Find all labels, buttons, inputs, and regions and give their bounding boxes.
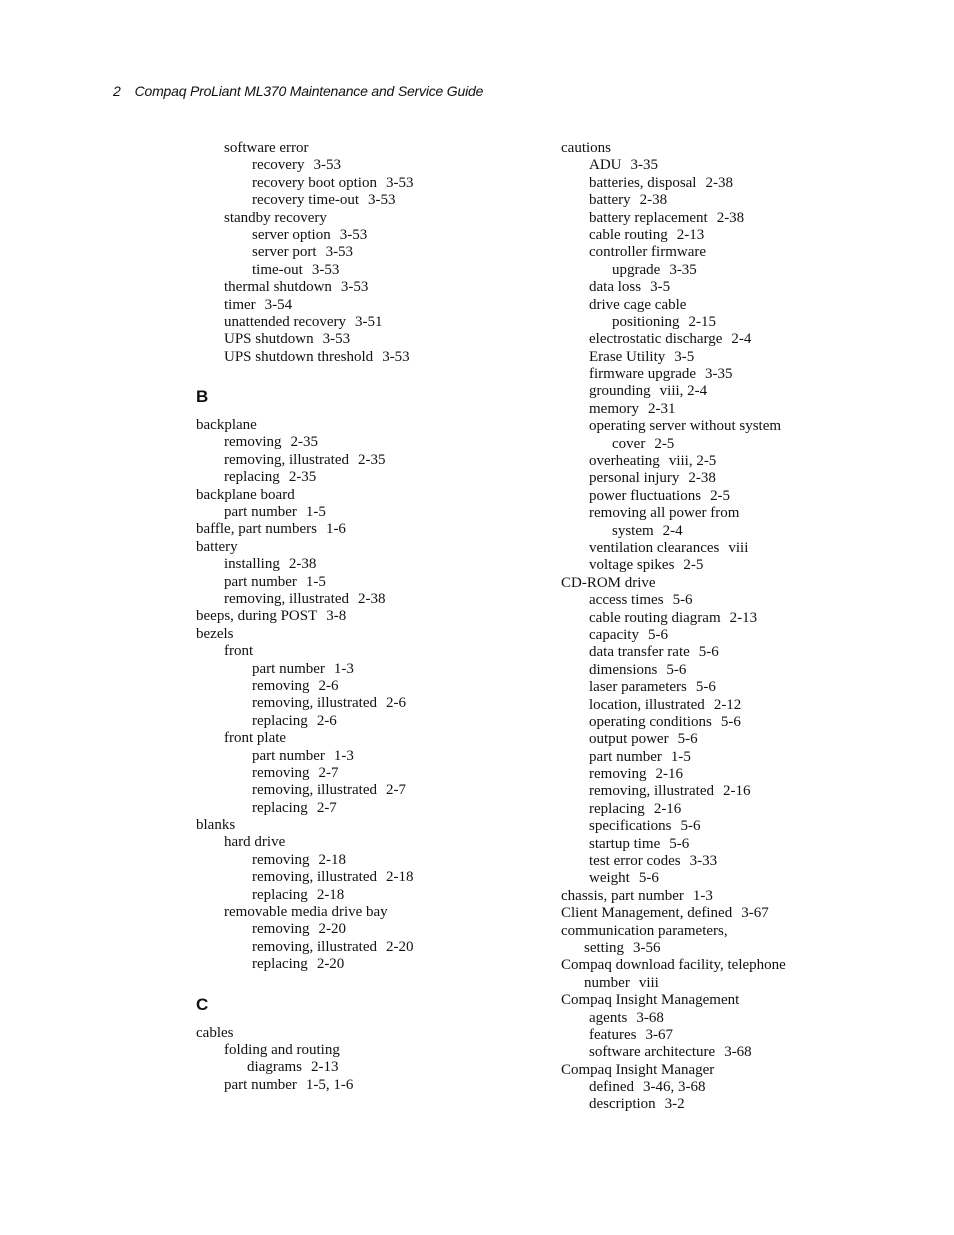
index-term: replacing xyxy=(252,712,308,729)
page-reference: 1-5, 1-6 xyxy=(305,1076,354,1093)
index-entry xyxy=(196,521,546,538)
index-term: CD-ROM drive xyxy=(561,574,656,591)
index-entry xyxy=(196,730,546,747)
index-term: weight xyxy=(589,870,630,887)
index-entry xyxy=(196,939,546,956)
index-entry xyxy=(561,279,931,296)
index-entry xyxy=(561,662,931,679)
index-entry xyxy=(561,644,931,661)
page-reference: 2-12 xyxy=(713,696,742,713)
index-term: battery xyxy=(589,192,631,209)
index-column-right xyxy=(561,140,931,1114)
index-entry xyxy=(561,244,931,261)
index-entry xyxy=(196,210,546,227)
page-reference: 1-5 xyxy=(305,504,326,521)
index-entry xyxy=(196,331,546,348)
page-reference: 5-6 xyxy=(638,870,659,887)
index-term: Erase Utility xyxy=(589,348,666,365)
index-entry xyxy=(196,539,546,556)
index-term: electrostatic discharge xyxy=(589,331,723,348)
page-reference: 2-4 xyxy=(731,331,752,348)
index-term: startup time xyxy=(589,835,661,852)
index-entry xyxy=(196,887,546,904)
index-entry xyxy=(561,297,931,314)
index-term: part number xyxy=(589,748,662,765)
index-entry xyxy=(561,975,931,992)
index-term: part number xyxy=(224,573,297,590)
index-entry xyxy=(561,505,931,522)
page-reference: 2-38 xyxy=(357,590,386,607)
page-reference: 2-35 xyxy=(357,451,386,468)
index-entry xyxy=(196,643,546,660)
index-term: folding and routing xyxy=(224,1041,340,1058)
page-reference: 2-6 xyxy=(318,677,339,694)
page-reference: 3-67 xyxy=(741,905,769,922)
index-entry xyxy=(196,157,546,174)
page-reference: 1-6 xyxy=(325,521,346,538)
page-reference: 1-3 xyxy=(333,747,354,764)
index-entry xyxy=(561,366,931,383)
index-term: grounding xyxy=(589,383,651,400)
index-term: defined xyxy=(589,1079,634,1096)
page-reference: 2-16 xyxy=(655,766,683,783)
page-reference: 2-20 xyxy=(316,956,345,973)
page-reference: viii xyxy=(728,539,749,556)
index-term: server port xyxy=(252,244,317,261)
index-entry xyxy=(561,888,931,905)
index-entry xyxy=(196,1059,546,1076)
index-term: access times xyxy=(589,592,664,609)
index-term: cautions xyxy=(561,140,611,156)
index-term: removing all power from xyxy=(589,505,740,522)
index-term: software error xyxy=(224,140,309,156)
index-term: removing xyxy=(224,434,282,451)
page-reference: 2-35 xyxy=(288,469,317,486)
index-entry xyxy=(561,1062,931,1079)
index-entry xyxy=(561,1079,931,1096)
page-reference: 5-6 xyxy=(672,592,693,609)
index-entry xyxy=(561,923,931,940)
index-term: removing, illustrated xyxy=(224,590,349,607)
index-entry xyxy=(561,1010,931,1027)
index-entry xyxy=(561,453,931,470)
page-reference: 2-38 xyxy=(716,209,745,226)
index-column-left xyxy=(196,140,546,1094)
index-entry xyxy=(561,783,931,800)
index-entry xyxy=(561,157,931,174)
index-term: ADU xyxy=(589,157,622,174)
index-entry xyxy=(561,714,931,731)
page-reference: 5-6 xyxy=(680,818,701,835)
index-term: removing, illustrated xyxy=(589,783,714,800)
index-term: chassis, part number xyxy=(561,887,684,904)
index-entry xyxy=(561,314,931,331)
index-term: server option xyxy=(252,226,331,243)
index-entry xyxy=(196,1042,546,1059)
page-reference: viii, 2-4 xyxy=(659,383,708,400)
index-entry xyxy=(561,1027,931,1044)
index-entry xyxy=(196,921,546,938)
index-entry xyxy=(196,192,546,209)
index-term: voltage spikes xyxy=(589,557,675,574)
index-term: replacing xyxy=(589,800,645,817)
index-entry xyxy=(561,592,931,609)
index-term: controller firmware xyxy=(589,244,707,261)
index-entry xyxy=(196,869,546,886)
index-entry xyxy=(196,956,546,973)
index-entry xyxy=(561,957,931,974)
index-term: Compaq Insight Management xyxy=(561,992,740,1009)
page-reference: 2-38 xyxy=(288,556,317,573)
index-term: ventilation clearances xyxy=(589,539,720,556)
index-entry xyxy=(196,504,546,521)
index-term: part number xyxy=(252,747,325,764)
index-term: timer xyxy=(224,296,256,313)
index-term: Compaq Insight Manager xyxy=(561,1061,715,1078)
index-entry xyxy=(196,244,546,261)
index-entry xyxy=(561,540,931,557)
page-reference: 3-54 xyxy=(264,296,293,313)
index-entry xyxy=(196,678,546,695)
page-reference: 2-15 xyxy=(688,313,717,330)
index-term: UPS shutdown xyxy=(224,331,314,348)
index-term: replacing xyxy=(224,469,280,486)
index-entry xyxy=(561,488,931,505)
index-entry xyxy=(196,834,546,851)
index-entry xyxy=(561,905,931,922)
index-term: removable media drive bay xyxy=(224,904,388,921)
index-term: hard drive xyxy=(224,834,286,851)
index-term: time-out xyxy=(252,261,303,278)
page-reference: 3-56 xyxy=(633,939,661,956)
page-reference: 5-6 xyxy=(647,626,668,643)
index-entry xyxy=(196,469,546,486)
index-term: capacity xyxy=(589,626,639,643)
page-reference: 3-53 xyxy=(325,244,354,261)
index-term: installing xyxy=(224,556,280,573)
index-term: laser parameters xyxy=(589,679,687,696)
index-term: Client Management, defined xyxy=(561,905,733,922)
index-entry xyxy=(561,940,931,957)
index-term: features xyxy=(589,1026,637,1043)
page-reference: 2-7 xyxy=(318,764,339,781)
page-reference: 5-6 xyxy=(669,835,690,852)
index-term: blanks xyxy=(196,817,236,834)
index-term: removing, illustrated xyxy=(224,451,349,468)
index-term: removing xyxy=(252,921,310,938)
index-entry xyxy=(196,487,546,504)
page-reference: 3-53 xyxy=(382,348,410,365)
index-entry xyxy=(561,418,931,435)
index-term: UPS shutdown threshold xyxy=(224,348,374,365)
index-entry xyxy=(561,679,931,696)
index-entry xyxy=(196,817,546,834)
running-header xyxy=(113,83,483,99)
index-term: removing, illustrated xyxy=(252,869,377,886)
index-term: recovery time-out xyxy=(252,192,360,209)
index-entry xyxy=(196,279,546,296)
index-term: firmware upgrade xyxy=(589,366,697,383)
index-term: battery xyxy=(196,538,238,555)
index-term: operating conditions xyxy=(589,713,712,730)
index-entry xyxy=(561,731,931,748)
index-term: personal injury xyxy=(589,470,680,487)
page-reference: 2-20 xyxy=(318,921,346,938)
page-reference: 2-13 xyxy=(676,226,705,243)
page-reference: 2-13 xyxy=(729,609,758,626)
index-term: part number xyxy=(224,504,297,521)
index-term: batteries, disposal xyxy=(589,174,697,191)
page-reference: 3-35 xyxy=(630,157,658,174)
index-term: backplane board xyxy=(196,486,295,503)
index-entry xyxy=(561,992,931,1009)
index-entry xyxy=(561,1044,931,1061)
page-reference: 3-2 xyxy=(664,1096,685,1113)
index-entry xyxy=(196,556,546,573)
index-term: removing, illustrated xyxy=(252,938,377,955)
index-entry xyxy=(196,574,546,591)
index-entry xyxy=(561,801,931,818)
index-entry xyxy=(561,470,931,487)
index-entry xyxy=(561,557,931,574)
page-reference: 2-35 xyxy=(290,434,318,451)
index-entry xyxy=(196,661,546,678)
page-reference: 2-6 xyxy=(385,695,406,712)
index-entry xyxy=(196,297,546,314)
index-term: test error codes xyxy=(589,853,681,870)
index-term: number xyxy=(584,974,630,991)
index-term: cables xyxy=(196,1024,234,1041)
page-reference: 2-5 xyxy=(710,487,731,504)
index-term: drive cage cable xyxy=(589,296,687,313)
page-reference: 2-7 xyxy=(385,782,406,799)
index-entry xyxy=(561,870,931,887)
page-reference: 3-68 xyxy=(724,1044,752,1061)
index-term: part number xyxy=(252,660,325,677)
index-entry xyxy=(561,766,931,783)
index-entry xyxy=(196,417,546,434)
index-entry xyxy=(561,627,931,644)
index-entry xyxy=(561,575,931,592)
index-entry xyxy=(196,608,546,625)
index-term: data loss xyxy=(589,279,642,296)
page-reference: 3-53 xyxy=(385,174,414,191)
page-reference: 3-53 xyxy=(311,261,340,278)
index-term: removing xyxy=(252,677,310,694)
document-title: Compaq ProLiant ML370 Maintenance and Service Guide xyxy=(134,83,484,99)
index-entry xyxy=(561,523,931,540)
index-term: overheating xyxy=(589,453,660,470)
page-reference: 2-38 xyxy=(705,174,733,191)
index-entry xyxy=(196,1077,546,1094)
index-term: replacing xyxy=(252,886,308,903)
index-entry xyxy=(561,210,931,227)
index-entry xyxy=(196,782,546,799)
page-reference: 2-5 xyxy=(683,557,704,574)
index-term: backplane xyxy=(196,417,257,434)
index-entry xyxy=(561,383,931,400)
index-term: cover xyxy=(612,435,646,452)
index-term: part number xyxy=(224,1076,297,1093)
index-entry xyxy=(561,436,931,453)
index-entry xyxy=(196,713,546,730)
index-term: front xyxy=(224,643,254,660)
page-reference: 2-31 xyxy=(648,400,676,417)
page-reference: 2-16 xyxy=(722,783,751,800)
index-entry xyxy=(196,626,546,643)
index-entry xyxy=(196,314,546,331)
page-reference: 5-6 xyxy=(720,713,741,730)
index-term: removing xyxy=(589,766,647,783)
index-entry xyxy=(196,748,546,765)
index-term: recovery xyxy=(252,157,305,174)
index-term: cable routing xyxy=(589,226,668,243)
index-letter-heading: B xyxy=(196,387,209,407)
index-letter-heading: C xyxy=(196,994,209,1014)
page-reference: 2-18 xyxy=(316,886,345,903)
index-entry xyxy=(561,227,931,244)
index-entry xyxy=(196,852,546,869)
page-reference: 1-5 xyxy=(305,573,326,590)
page-reference: 1-5 xyxy=(670,748,691,765)
index-term: Compaq download facility, telephone xyxy=(561,957,786,974)
index-term: data transfer rate xyxy=(589,644,690,661)
page-number: 2 xyxy=(113,83,121,99)
index-entry xyxy=(196,140,546,157)
index-entry xyxy=(196,434,546,451)
index-term: baffle, part numbers xyxy=(196,521,317,538)
index-term: bezels xyxy=(196,625,234,642)
index-term: unattended recovery xyxy=(224,313,347,330)
page-reference: 3-35 xyxy=(705,366,733,383)
page-reference: 2-38 xyxy=(688,470,716,487)
page-reference: 2-18 xyxy=(318,851,346,868)
index-entry xyxy=(561,697,931,714)
index-term: removing, illustrated xyxy=(252,695,377,712)
index-term: memory xyxy=(589,400,639,417)
page-reference: 5-6 xyxy=(695,679,716,696)
index-entry xyxy=(561,1096,931,1113)
page-reference: viii xyxy=(638,974,659,991)
page-reference: 3-67 xyxy=(645,1026,673,1043)
index-term: operating server without system xyxy=(589,418,782,435)
page-reference: 1-3 xyxy=(333,660,354,677)
index-entry xyxy=(561,349,931,366)
index-term: agents xyxy=(589,1009,628,1026)
page-reference: 5-6 xyxy=(677,731,698,748)
page-reference: 3-53 xyxy=(313,157,341,174)
index-term: removing xyxy=(252,764,310,781)
page-reference: 2-4 xyxy=(662,522,683,539)
index-term: thermal shutdown xyxy=(224,279,332,296)
index-term: cable routing diagram xyxy=(589,609,721,626)
index-entry xyxy=(561,175,931,192)
page-reference: 5-6 xyxy=(666,661,687,678)
page-reference: 2-13 xyxy=(310,1059,339,1076)
index-entry xyxy=(561,401,931,418)
index-term: battery replacement xyxy=(589,209,708,226)
index-term: replacing xyxy=(252,956,308,973)
page-reference: 3-46, 3-68 xyxy=(642,1079,706,1096)
page-reference: 3-53 xyxy=(339,226,368,243)
index-term: output power xyxy=(589,731,669,748)
index-entry xyxy=(196,765,546,782)
index-entry xyxy=(561,192,931,209)
page-reference: viii, 2-5 xyxy=(668,453,717,470)
page-reference: 1-3 xyxy=(692,887,713,904)
index-term: standby recovery xyxy=(224,209,327,226)
page-reference: 2-20 xyxy=(385,938,414,955)
index-entry xyxy=(561,262,931,279)
page-reference: 2-16 xyxy=(653,800,682,817)
index-entry xyxy=(196,695,546,712)
index-term: setting xyxy=(584,939,624,956)
page-reference: 3-5 xyxy=(674,348,695,365)
index-term: specifications xyxy=(589,818,672,835)
page-reference: 2-38 xyxy=(639,192,668,209)
page-reference: 2-7 xyxy=(316,799,337,816)
page-reference: 3-8 xyxy=(326,608,347,625)
index-entry xyxy=(196,262,546,279)
index-entry xyxy=(196,349,546,366)
index-entry xyxy=(196,904,546,921)
page-reference: 5-6 xyxy=(698,644,719,661)
index-entry xyxy=(196,1025,546,1042)
page-reference: 3-51 xyxy=(355,313,383,330)
page-reference: 3-68 xyxy=(636,1009,664,1026)
index-term: software architecture xyxy=(589,1044,716,1061)
page-reference: 3-35 xyxy=(669,261,697,278)
index-entry xyxy=(561,853,931,870)
page-reference: 3-53 xyxy=(340,279,369,296)
index-entry xyxy=(561,836,931,853)
index-entry xyxy=(196,452,546,469)
index-term: upgrade xyxy=(612,261,661,278)
index-term: beeps, during POST xyxy=(196,608,318,625)
index-entry xyxy=(561,818,931,835)
index-term: positioning xyxy=(612,313,680,330)
page-reference: 3-53 xyxy=(368,192,396,209)
index-term: dimensions xyxy=(589,661,658,678)
index-term: diagrams xyxy=(247,1059,302,1076)
index-term: front plate xyxy=(224,730,287,747)
index-entry xyxy=(561,140,931,157)
index-entry xyxy=(561,610,931,627)
page-reference: 2-6 xyxy=(316,712,337,729)
index-term: system xyxy=(612,522,654,539)
index-term: removing xyxy=(252,851,310,868)
index-entry xyxy=(196,800,546,817)
index-term: location, illustrated xyxy=(589,696,705,713)
index-term: description xyxy=(589,1096,656,1113)
page-reference: 3-53 xyxy=(322,331,351,348)
page-reference: 3-33 xyxy=(689,853,718,870)
index-entry xyxy=(196,591,546,608)
index-entry xyxy=(196,175,546,192)
index-term: removing, illustrated xyxy=(252,782,377,799)
index-term: communication parameters, xyxy=(561,922,728,939)
page-reference: 3-5 xyxy=(650,279,671,296)
page-reference: 2-18 xyxy=(385,869,414,886)
index-term: power fluctuations xyxy=(589,487,702,504)
index-term: recovery boot option xyxy=(252,174,377,191)
index-entry xyxy=(561,749,931,766)
index-term: replacing xyxy=(252,799,308,816)
page-reference: 2-5 xyxy=(654,435,675,452)
index-entry xyxy=(196,227,546,244)
index-entry xyxy=(561,331,931,348)
